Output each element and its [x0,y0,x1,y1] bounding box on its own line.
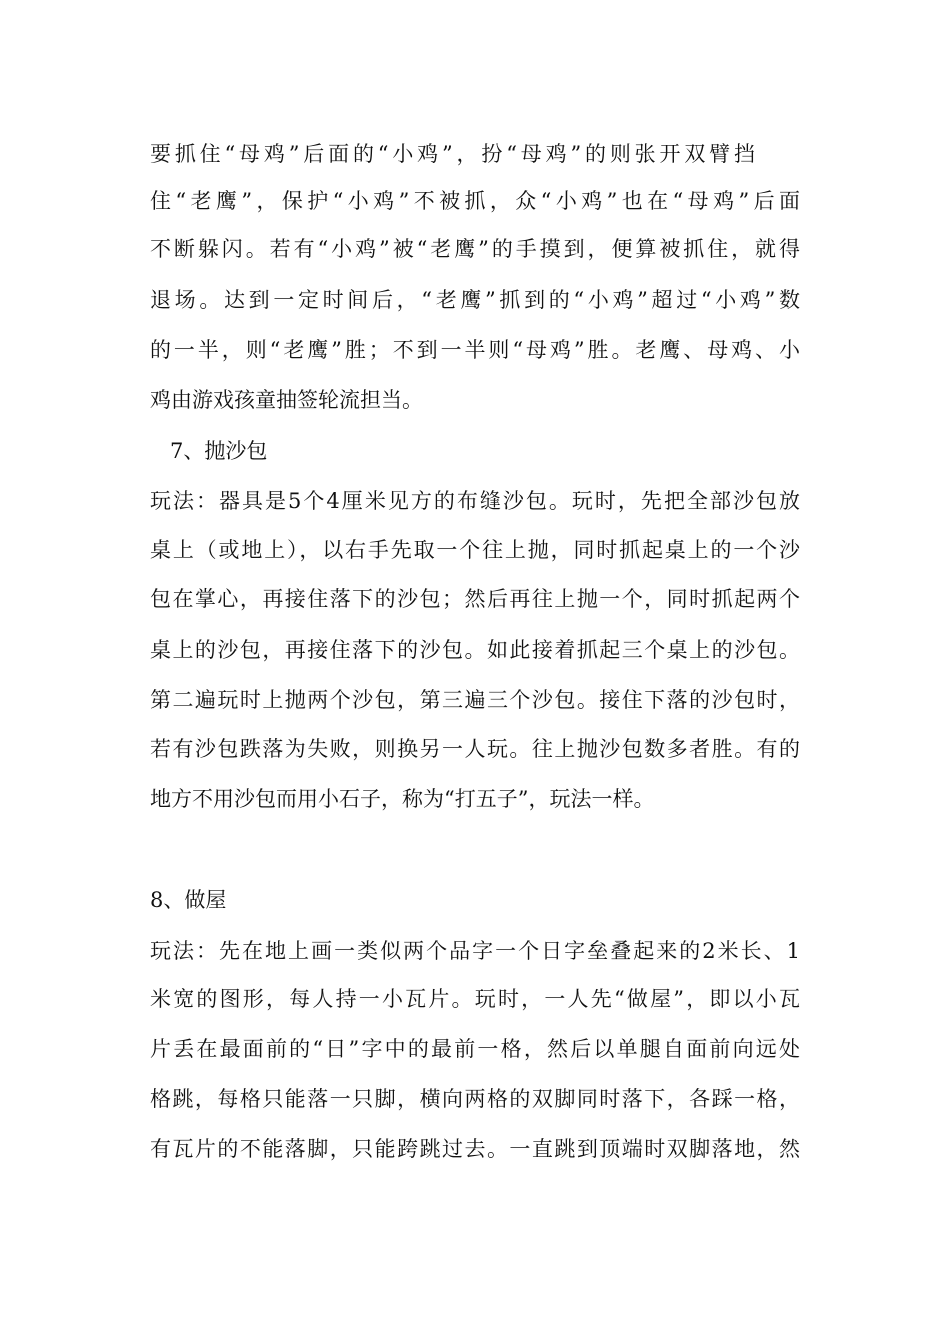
paragraph-line: 地方不用沙包而用小石子，称为“打五子”，玩法一样。 [150,787,655,811]
paragraph-line: 退场。达到一定时间后，“老鹰”抓到的“小鸡”超过“小鸡”数 [150,288,800,312]
paragraph-line: 格跳，每格只能落一只脚，横向两格的双脚同时落下，各踩一格， [150,1087,800,1111]
paragraph-line: 玩法：先在地上画一类似两个品字一个日字垒叠起来的2米长、1 [150,939,800,963]
paragraph-line: 玩法：器具是5个4厘米见方的布缝沙包。玩时，先把全部沙包放 [150,489,800,513]
paragraph-line: 鸡由游戏孩童抽签轮流担当。 [150,388,423,412]
paragraph-line: 第二遍玩时上抛两个沙包，第三遍三个沙包。接住下落的沙包时， [150,688,800,712]
paragraph-line: 不断躲闪。若有“小鸡”被“老鹰”的手摸到，便算被抓住，就得 [150,237,800,261]
paragraph-line: 桌上（或地上），以右手先取一个往上抛，同时抓起桌上的一个沙 [150,538,800,562]
paragraph-line: 米宽的图形，每人持一小瓦片。玩时，一人先“做屋”，即以小瓦 [150,987,800,1011]
paragraph-line: 要抓住“母鸡”后面的“小鸡”，扮“母鸡”的则张开双臂挡 [150,142,755,166]
paragraph-line: 包在掌心，再接住落下的沙包；然后再往上抛一个，同时抓起两个 [150,587,800,611]
paragraph-line: 桌上的沙包，再接住落下的沙包。如此接着抓起三个桌上的沙包。 [150,638,800,662]
paragraph-line: 住“老鹰”，保护“小鸡”不被抓，众“小鸡”也在“母鸡”后面 [150,189,800,213]
section-heading: 7、抛沙包 [170,439,268,463]
paragraph-line: 片丢在最面前的“日”字中的最前一格，然后以单腿自面前向远处 [150,1037,800,1061]
paragraph-line: 的一半，则“老鹰”胜；不到一半则“母鸡”胜。老鹰、母鸡、小 [150,338,800,362]
section-heading: 8、做屋 [150,888,227,912]
paragraph-line: 若有沙包跌落为失败，则换另一人玩。往上抛沙包数多者胜。有的 [150,737,800,761]
paragraph-line: 有瓦片的不能落脚，只能跨跳过去。一直跳到顶端时双脚落地，然 [150,1137,800,1161]
